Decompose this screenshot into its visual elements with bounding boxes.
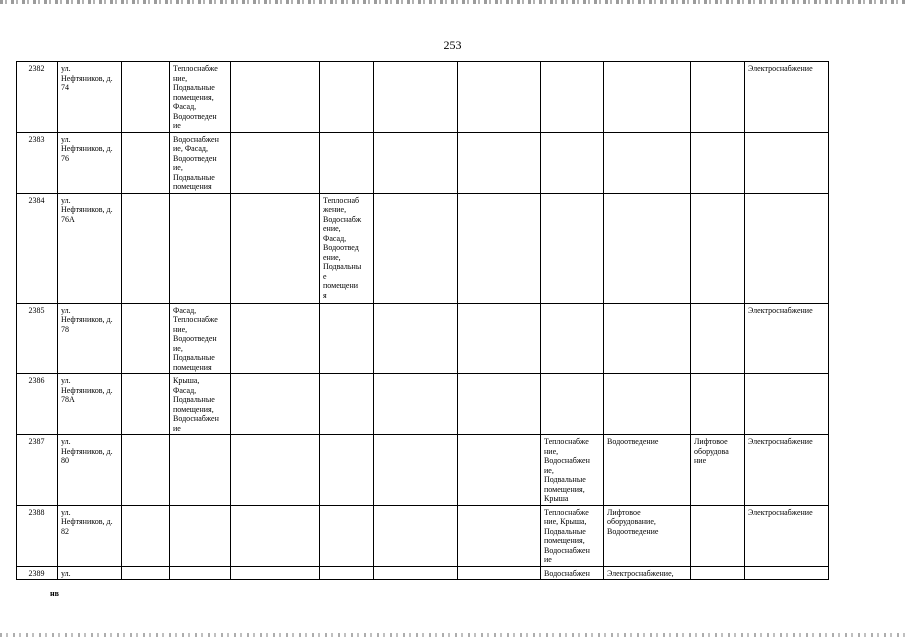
row-number-cell: 2387	[17, 435, 58, 506]
table-cell: Теплоснабже ние, Подвальные помещения, Фасад, Водоотведен ие	[170, 62, 231, 133]
table-cell	[691, 62, 745, 133]
table-cell: Водоотведение	[604, 435, 691, 506]
table-cell	[170, 435, 231, 506]
table-cell	[458, 374, 541, 435]
table-cell	[231, 303, 320, 374]
table-cell	[374, 303, 458, 374]
table-cell: Электроснабжение	[745, 435, 829, 506]
table-cell: Водоснабжен ие, Фасад, Водоотведен ие, Подвальные помещения	[170, 132, 231, 193]
address-cell: ул. Нефтяников, д. 74	[58, 62, 122, 133]
table-cell: Теплоснабже ние, Водоснабжен ие, Подвальные помещения, Крыша	[541, 435, 604, 506]
scan-noise-top	[0, 0, 905, 4]
table-cell	[122, 62, 170, 133]
table-cell: Фасад, Теплоснабже ние, Водоотведен ие, Подвальные помещения	[170, 303, 231, 374]
table-cell	[604, 303, 691, 374]
table-row	[17, 193, 829, 303]
row-number-cell: 2382	[17, 62, 58, 133]
table-cell	[320, 505, 374, 566]
table-cell	[374, 374, 458, 435]
table-cell	[122, 132, 170, 193]
table-cell	[745, 132, 829, 193]
row-number-cell: 2386	[17, 374, 58, 435]
address-cell: ул. Нефтяников, д. 78А	[58, 374, 122, 435]
table-cell	[231, 132, 320, 193]
row-number-cell: 2389	[17, 566, 58, 580]
table-cell	[691, 132, 745, 193]
table-cell: Электроснабжение	[745, 505, 829, 566]
table-cell	[320, 132, 374, 193]
table-cell	[170, 193, 231, 303]
table-cell	[745, 374, 829, 435]
table-cell: Теплоснаб жение, Водоснабж ение, Фасад, Водоотвед ение, Подвальны е помещени я	[320, 193, 374, 303]
table-cell	[745, 566, 829, 580]
table-cell: Электроснабжение	[745, 303, 829, 374]
table-cell	[458, 505, 541, 566]
address-cell: ул. Нефтяников, д. 82	[58, 505, 122, 566]
table-row	[17, 303, 829, 374]
table-row	[17, 132, 829, 193]
table-cell	[320, 62, 374, 133]
table-cell	[458, 435, 541, 506]
address-cell: ул. Нефтяников, д. 78	[58, 303, 122, 374]
table-cell	[541, 374, 604, 435]
row-number-cell: 2383	[17, 132, 58, 193]
table-cell	[604, 132, 691, 193]
table-cell	[604, 374, 691, 435]
table-cell	[604, 62, 691, 133]
table-cell	[541, 303, 604, 374]
table-cell	[231, 566, 320, 580]
table-cell	[122, 193, 170, 303]
table-cell	[691, 374, 745, 435]
table-cell	[122, 566, 170, 580]
row-number-cell: 2385	[17, 303, 58, 374]
table-cell	[541, 193, 604, 303]
table-cell: Крыша, Фасад, Подвальные помещения, Водоснабжен ие	[170, 374, 231, 435]
table-cell: Электроснабжение,	[604, 566, 691, 580]
table-row	[17, 62, 829, 133]
table-cell	[691, 505, 745, 566]
table-cell	[170, 566, 231, 580]
scan-noise-bottom	[0, 633, 905, 637]
row-number-cell: 2388	[17, 505, 58, 566]
table-cell	[458, 193, 541, 303]
table-cell	[320, 566, 374, 580]
table-cell	[541, 132, 604, 193]
table-cell	[122, 303, 170, 374]
table-cell	[231, 505, 320, 566]
table-cell	[122, 374, 170, 435]
table-cell	[745, 193, 829, 303]
address-cell: ул.	[58, 566, 122, 580]
table-cell: Лифтовое оборудование, Водоотведение	[604, 505, 691, 566]
table-cell	[374, 132, 458, 193]
table-cell	[374, 62, 458, 133]
table-cell	[122, 435, 170, 506]
table-cell: Лифтовое оборудова ние	[691, 435, 745, 506]
table-cell	[691, 193, 745, 303]
table-row	[17, 435, 829, 506]
table-cell	[691, 303, 745, 374]
table-cell	[691, 566, 745, 580]
address-cell: ул. Нефтяников, д. 76А	[58, 193, 122, 303]
table-cell	[541, 62, 604, 133]
table-cell	[231, 193, 320, 303]
table-cell	[458, 303, 541, 374]
table-cell	[320, 303, 374, 374]
page-number: 253	[443, 38, 462, 52]
table-cell	[374, 435, 458, 506]
table-row	[17, 566, 829, 580]
row-number-cell: 2384	[17, 193, 58, 303]
table-cell	[320, 435, 374, 506]
table-cell	[122, 505, 170, 566]
table-cell	[374, 193, 458, 303]
table-row	[17, 505, 829, 566]
table-cell	[170, 505, 231, 566]
footer-mark: нв	[50, 589, 59, 598]
table-cell	[458, 132, 541, 193]
table-cell	[374, 566, 458, 580]
table-cell	[458, 62, 541, 133]
repair-works-table	[16, 61, 829, 580]
table-cell	[604, 193, 691, 303]
table-cell: Водоснабжен	[541, 566, 604, 580]
table-cell	[231, 62, 320, 133]
address-cell: ул. Нефтяников, д. 76	[58, 132, 122, 193]
table-cell	[320, 374, 374, 435]
table-cell: Теплоснабже ние, Крыша, Подвальные помещения, Водоснабжен ие	[541, 505, 604, 566]
table-cell	[374, 505, 458, 566]
table-cell	[231, 435, 320, 506]
table-cell	[458, 566, 541, 580]
table-row	[17, 374, 829, 435]
table-cell	[231, 374, 320, 435]
address-cell: ул. Нефтяников, д. 80	[58, 435, 122, 506]
table-cell: Электроснабжение	[745, 62, 829, 133]
